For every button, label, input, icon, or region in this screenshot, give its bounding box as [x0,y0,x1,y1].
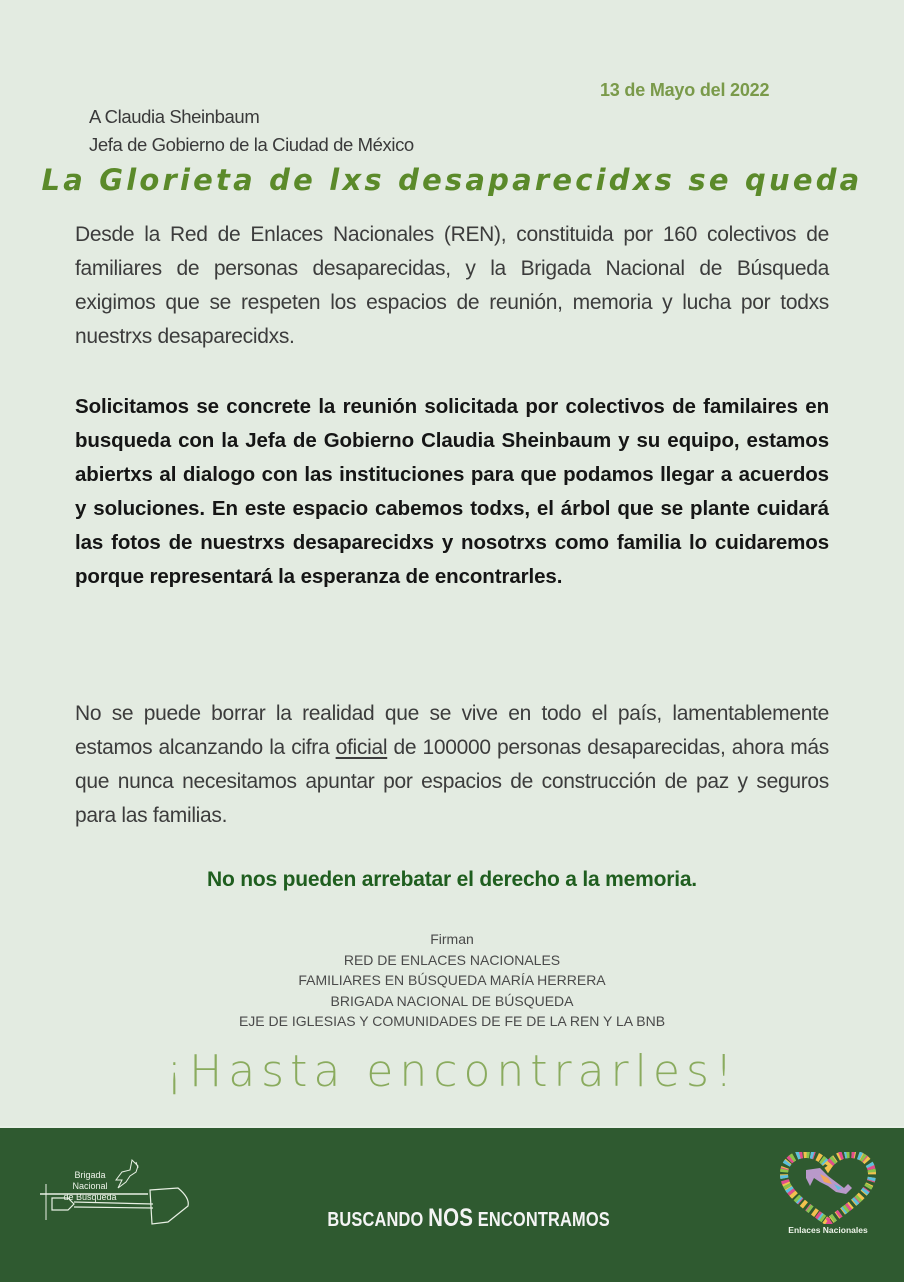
tagline-part1: BUSCANDO [327,1209,429,1231]
heart-mexico-map-icon [776,1152,880,1224]
underlined-word: oficial [335,736,388,759]
footer-tagline [327,1204,610,1233]
tagline-part3: ENCONTRAMOS [473,1209,610,1231]
recipient-position: Jefa de Gobierno de la Ciudad de México [89,134,414,155]
signers-block [0,929,904,1032]
letter-date: 13 de Mayo del 2022 [600,80,770,100]
paragraph-reality-start: No se puede borrar la realidad que se vive en todo el país, lamentablemente estamos alcanzando la cifra [75,702,829,759]
letter-title: La Glorieta de lxs desaparecidxs se queda [41,163,863,197]
paragraph-reality-end: de 100000 personas desaparecidas, ahora más que nunca necesitamos apuntar por espacios de construcción de paz y seguros para las familias. [75,736,829,827]
closing-phrase: ¡Hasta encontrarles! [165,1046,739,1097]
brigada-logo-line2: de Búsqueda [63,1192,117,1202]
brigada-logo-line1: Brigada Nacional [72,1170,108,1191]
paragraph-request: Solicitamos se concrete la reunión solicitada por colectivos de familaires en busqueda con la Jefa de Gobierno Claudia Sheinbaum y su equipo, estamos abiertxs al dialogo con las instituciones para que podamos llegar a acuerdos y soluciones. En este espacio cabemos todxs, el árbol que se plante cuidará las fotos de nuestrxs desaparecidxs y nosotrxs como familia lo cuidaremos porque representará la esperanza de encontrarles. [75,395,829,588]
paragraph-intro: Desde la Red de Enlaces Nacionales (REN), constituida por 160 colectivos de familiares de personas desaparecidas, y la Brigada Nacional de Búsqueda exigimos que se respeten los espacios de reunión, memoria y lucha por todxs nuestrxs desaparecidxs. [75,223,829,348]
brigada-logo [38,1158,198,1228]
paragraph-reality [75,697,829,833]
recipient-block [89,103,414,159]
signers-heading: Firman [430,931,474,947]
shovel-icon [38,1180,198,1228]
signer-item: FAMILIARES EN BÚSQUEDA MARÍA HERRERA [298,972,606,988]
signer-item: RED DE ENLACES NACIONALES [343,951,561,968]
enlaces-nacionales-logo [776,1152,880,1242]
signer-item: BRIGADA NACIONAL DE BÚSQUEDA [330,992,574,1009]
recipient-name: A Claudia Sheinbaum [89,106,260,127]
tagline-emphasis: NOS [428,1204,474,1232]
footer-banner [0,1126,904,1282]
enlaces-logo-text: Enlaces Nacionales [788,1225,868,1235]
memory-slogan: No nos pueden arrebatar el derecho a la memoria. [207,868,697,891]
signer-item: EJE DE IGLESIAS Y COMUNIDADES DE FE DE LA REN Y LA BNB [238,1013,666,1029]
